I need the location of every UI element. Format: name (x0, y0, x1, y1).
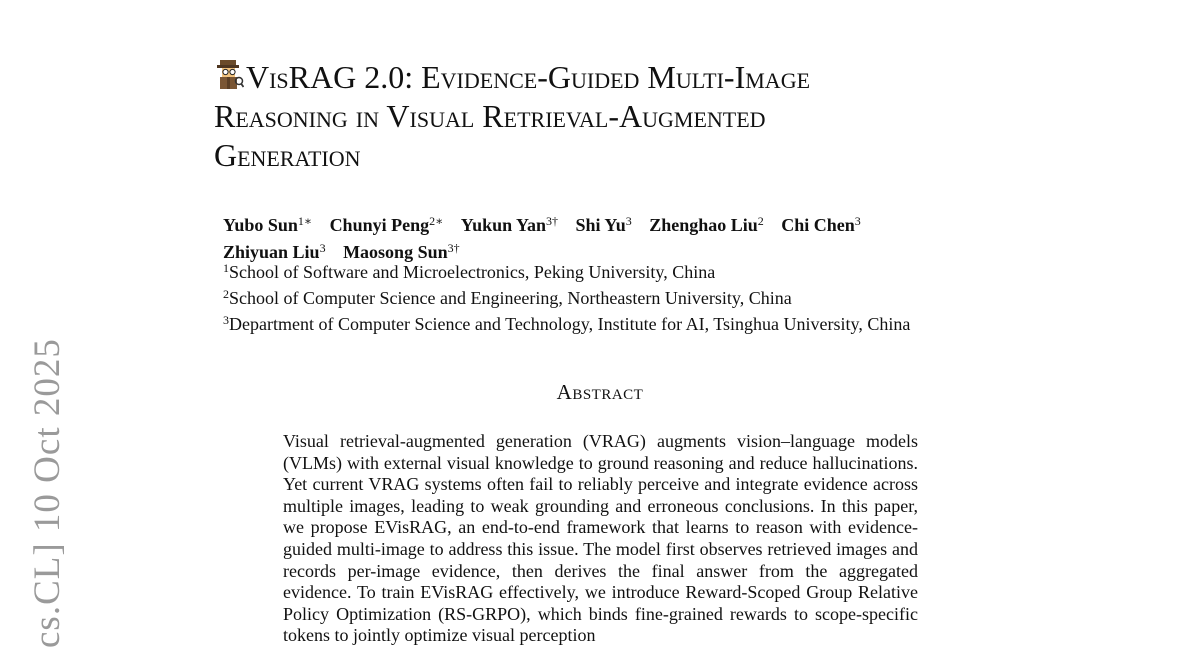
author-name: Zhiyuan Liu (223, 242, 320, 262)
arxiv-stamp: cs.CL] 10 Oct 2025 (27, 338, 68, 648)
affiliation-text: School of Computer Science and Engineering, Northeastern University, China (229, 288, 792, 308)
author-marks: 3 (319, 241, 326, 255)
author-name: Shi Yu (575, 215, 626, 235)
author-marks: 2 (757, 214, 764, 228)
author-marks: 3 (625, 214, 632, 228)
abstract-heading: Abstract (556, 380, 644, 404)
paper-title (214, 58, 989, 175)
author-marks: 3† (447, 241, 460, 255)
author-name: Maosong Sun (343, 242, 448, 262)
affiliation-text: School of Software and Microelectronics, Peking University, China (229, 262, 716, 282)
title-line-3: Generation (214, 137, 361, 173)
affiliation (223, 257, 910, 283)
author (330, 215, 444, 235)
author (223, 215, 312, 235)
title-line-1-text: VisRAG 2.0: Evidence-Guided Multi-Image (246, 59, 811, 95)
affiliation (223, 309, 910, 335)
author-marks: 3† (546, 214, 558, 228)
author-name: Chunyi Peng (329, 215, 430, 235)
author-name: Yubo Sun (223, 215, 298, 235)
affiliation-mark: 2 (223, 287, 229, 301)
author-name: Zhenghao Liu (649, 215, 758, 235)
author-marks: 2∗ (429, 214, 444, 228)
abstract-paragraph: Visual retrieval-augmented generation (VRAG) augments vision–language models (VLMs) with external visual knowledge to ground reasoning and reduce hallucinations. Yet current VRAG systems often fail to reliably perceive and integrate evidence across multiple images, leading to weak grounding and erroneous conclusions. In this paper, we propose EVisRAG, an end-to-end framework that learns to reason with evidence-guided multi-image to address this issue. The model first observes retrieved images and records per-image evidence, then derives the final answer from the aggregated evidence. To train EVisRAG effectively, we introduce Reward-Scoped Group Relative Policy Optimization (RS-GRPO), which binds fine-grained rewards to scope-specific tokens to jointly optimize visual perception (283, 431, 918, 646)
author-row-1 (223, 210, 874, 237)
affiliation-mark: 1 (223, 261, 229, 275)
author-name: Chi Chen (781, 215, 855, 235)
author (649, 215, 764, 235)
affiliation-text: Department of Computer Science and Technology, Institute for AI, Tsinghua University, China (229, 314, 911, 334)
affiliation-mark: 3 (223, 313, 229, 327)
abstract-body (283, 431, 918, 647)
title-line-2: Reasoning in Visual Retrieval-Augmented (214, 98, 766, 134)
author (461, 215, 558, 235)
author (781, 215, 861, 235)
author-marks: 3 (854, 214, 861, 228)
author-name: Yukun Yan (460, 215, 546, 235)
affiliation-list (223, 257, 910, 335)
author-marks: 1∗ (297, 214, 313, 228)
author (576, 215, 632, 235)
author-list (223, 210, 874, 264)
detective-mascot-icon (214, 59, 244, 91)
affiliation (223, 283, 910, 309)
title-line-1 (214, 58, 989, 97)
